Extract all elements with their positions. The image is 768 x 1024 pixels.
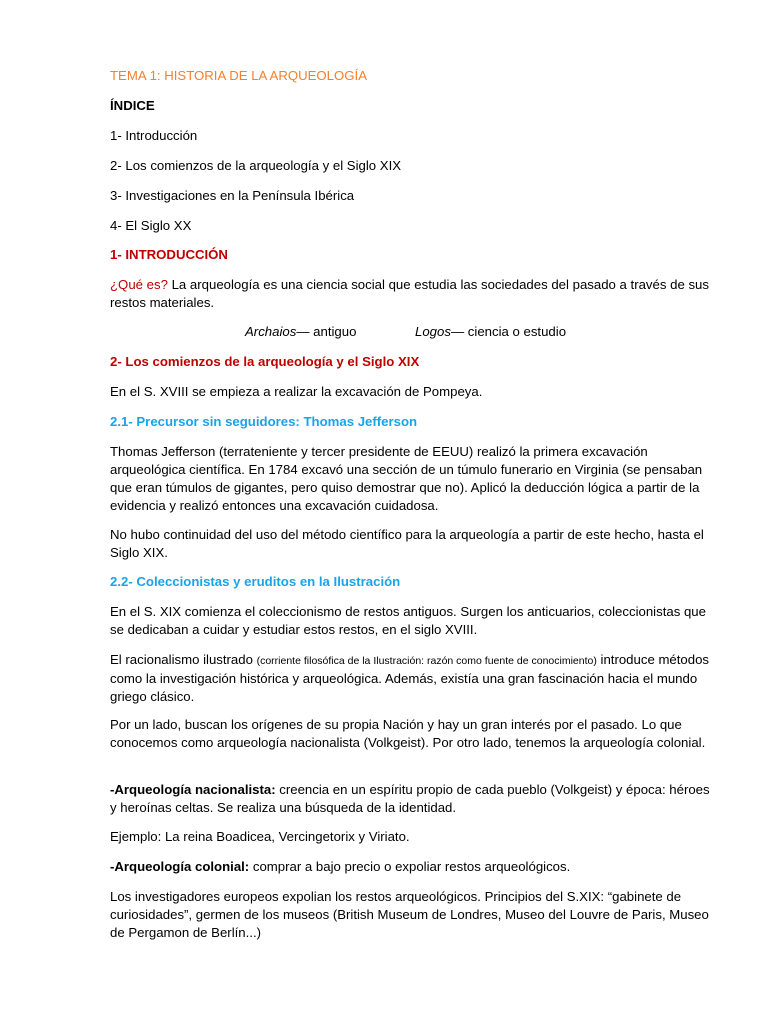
paragraph: Thomas Jefferson (terrateniente y tercer presidente de EEUU) realizó la primera excavación arqueológica científica. En 1784 excavó una sección de un túmulo funerario en Virginia (se pensaban que eran túmulos de gigantes, pero quiso demostrar que no). Aplicó la deducción lógica a partir de la evidencia y realizó entonces una excavación cuidadosa. (110, 444, 703, 513)
paragraph: Los investigadores europeos expolian los restos arqueológicos. Principios del S.XIX: “gabinete de curiosidades”, germen de los museos (British Museum de Londres, Museo del Louvre de Paris, Museo de Pergamon de Berlín...) (110, 889, 709, 940)
etymology-word: Archaios (245, 324, 297, 339)
etymology-meaning: — antiguo (296, 324, 357, 339)
paragraph: No hubo continuidad del uso del método científico para la arqueología a partir de este hecho, hasta el Siglo XIX. (110, 527, 704, 560)
intro-question: ¿Qué es? (110, 277, 168, 292)
paragraph-note: (corriente filosófica de la Ilustración: razón como fuente de conocimiento) (256, 655, 597, 667)
index-heading: ÍNDICE (110, 98, 155, 113)
index-item: 4- El Siglo XX (110, 218, 192, 233)
document-title: TEMA 1: HISTORIA DE LA ARQUEOLOGÍA (110, 68, 367, 83)
subsection-heading-jefferson: 2.1- Precursor sin seguidores: Thomas Jefferson (110, 414, 418, 429)
paragraph: Por un lado, buscan los orígenes de su propia Nación y hay un gran interés por el pasado. Lo que conocemos como arqueología nacionalista (Volkgeist). Por otro lado, tenemos la arqueología colonial. (110, 717, 706, 750)
term-text: creencia en un espíritu propio de cada pueblo (Volkgeist) y época: héroes y heroínas celtas. Se realiza una búsqueda de la identidad. (110, 782, 710, 815)
paragraph: En el S. XVIII se empieza a realizar la excavación de Pompeya. (110, 384, 483, 399)
etymology-word: Logos (415, 324, 451, 339)
paragraph-racionalismo (110, 651, 710, 706)
intro-text: La arqueología es una ciencia social que estudia las sociedades del pasado a través de sus restos materiales. (110, 277, 709, 310)
index-item: 1- Introducción (110, 128, 198, 143)
index-item: 2- Los comienzos de la arqueología y el Siglo XIX (110, 158, 402, 173)
paragraph-text: El racionalismo ilustrado (110, 652, 257, 667)
paragraph-colonial (110, 858, 570, 876)
etymology-archaios (245, 323, 356, 341)
index-item: 3- Investigaciones en la Península Ibérica (110, 188, 355, 203)
term-label: -Arqueología colonial: (110, 859, 250, 874)
term-text: comprar a bajo precio o expoliar restos arqueológicos. (249, 859, 571, 874)
etymology-meaning: — ciencia o estudio (450, 324, 567, 339)
section-heading-comienzos: 2- Los comienzos de la arqueología y el Siglo XIX (110, 354, 420, 369)
paragraph-nacionalista (110, 781, 710, 817)
etymology-logos (415, 323, 566, 341)
term-label: -Arqueología nacionalista: (110, 782, 276, 797)
paragraph-text: introduce métodos como la investigación histórica y arqueológica. Además, existía una gran fascinación hacia el mundo griego clásico. (110, 652, 710, 704)
intro-paragraph (110, 276, 710, 312)
paragraph: Ejemplo: La reina Boadicea, Vercingetorix y Viriato. (110, 829, 410, 844)
section-heading-introduccion: 1- INTRODUCCIÓN (110, 247, 228, 262)
paragraph: En el S. XIX comienza el coleccionismo de restos antiguos. Surgen los anticuarios, coleccionistas que se dedicaban a cuidar y estudiar estos restos, en el siglo XVIII. (110, 604, 706, 637)
subsection-heading-coleccionistas: 2.2- Coleccionistas y eruditos en la Ilustración (110, 574, 401, 589)
